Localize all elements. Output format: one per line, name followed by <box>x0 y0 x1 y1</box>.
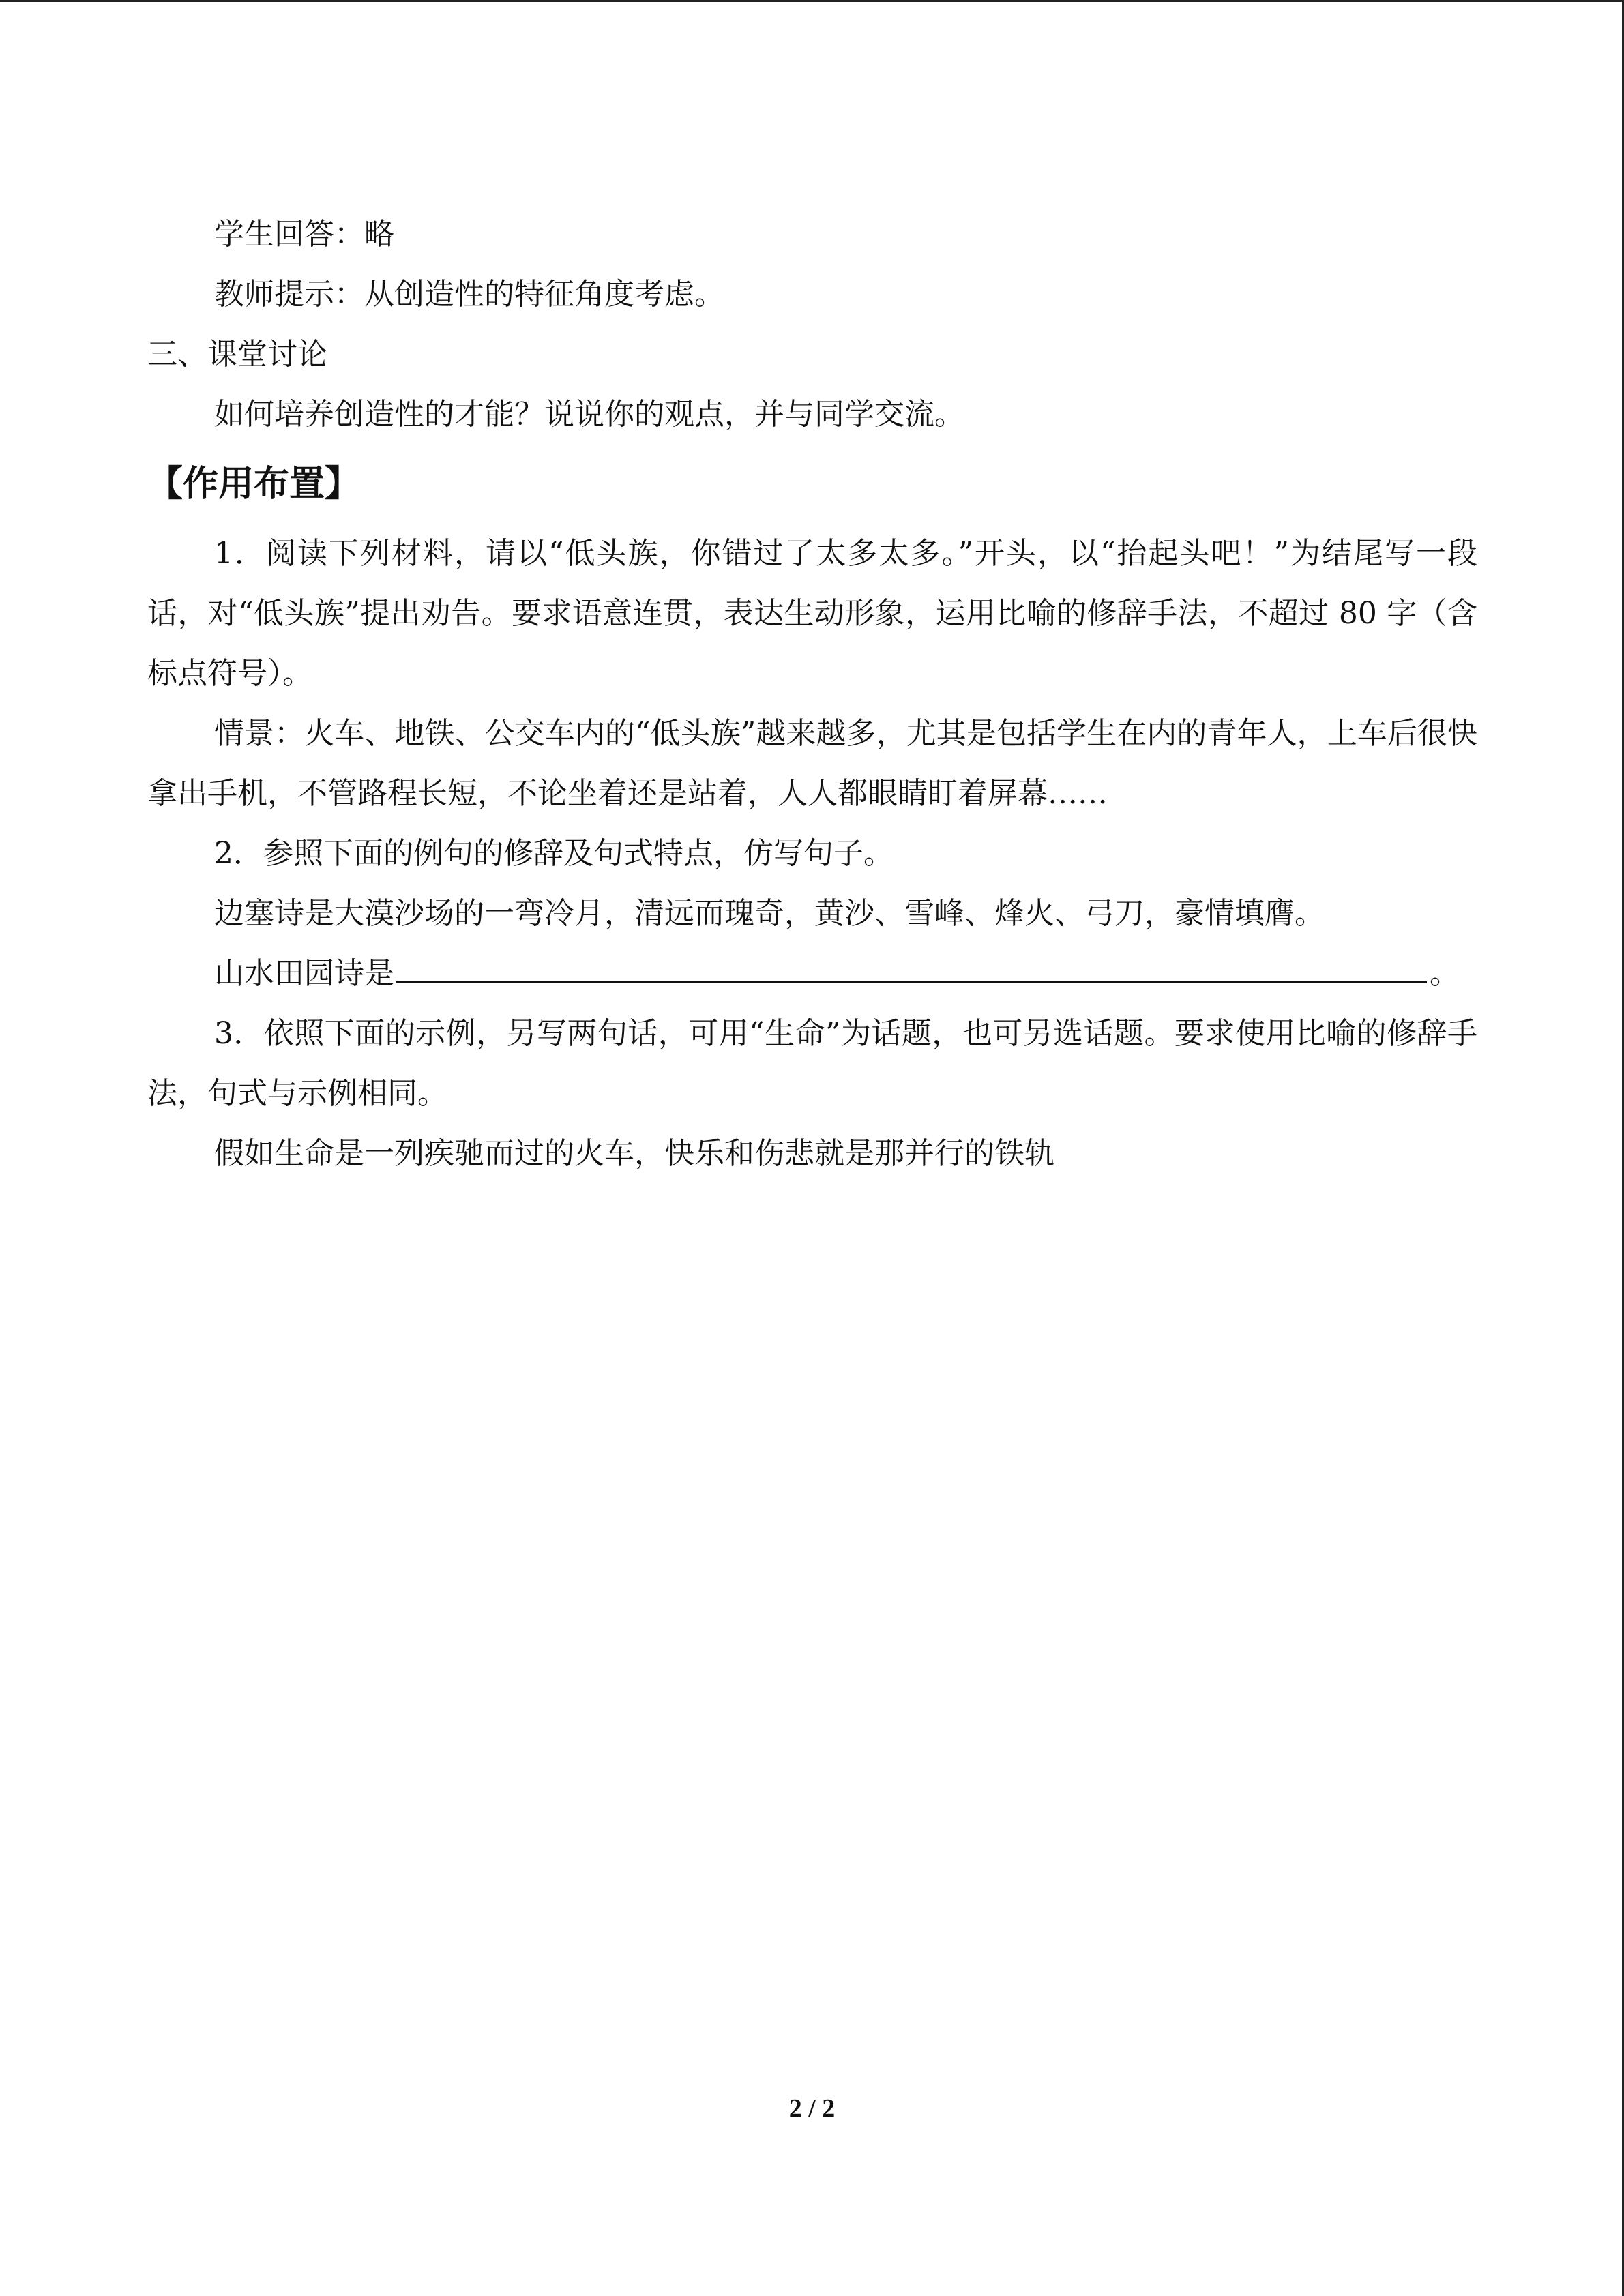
question-3: 3．依照下面的示例，另写两句话，可用“生命”为话题，也可另选话题。要求使用比喻的修辞手法，句式与示例相同。 <box>147 1016 1477 1111</box>
question-2-fill-row <box>147 944 1477 1004</box>
student-answer: 学生回答：略 <box>214 217 394 252</box>
answer-blank[interactable] <box>396 947 1427 983</box>
teacher-hint: 教师提示：从创造性的特征角度考虑。 <box>214 277 724 312</box>
page-border-top <box>0 0 1624 2</box>
question-1: 1．阅读下列材料，请以“低头族，你错过了太多太多。”开头，以“抬起头吧！”为结尾写一段话，对“低头族”提出劝告。要求语意连贯，表达生动形象，运用比喻的修辞手法，不超过 80 字（含标点符号）。 <box>147 536 1477 691</box>
question-3-example: 假如生命是一列疾驰而过的火车，快乐和伤悲就是那并行的铁轨 <box>214 1136 1054 1171</box>
discussion-question: 如何培养创造性的才能？说说你的观点，并与同学交流。 <box>214 397 964 432</box>
question-2-prompt: 山水田园诗是 <box>214 956 394 991</box>
page-number: 2 / 2 <box>788 2094 836 2123</box>
question-2-example: 边塞诗是大漠沙场的一弯冷月，清远而瑰奇，黄沙、雪峰、烽火、弓刀，豪情填膺。 <box>214 896 1325 931</box>
question-2: 2．参照下面的例句的修辞及句式特点，仿写句子。 <box>214 836 894 871</box>
section-heading-discussion: 三、课堂讨论 <box>147 337 327 372</box>
question-2-period: 。 <box>1430 956 1460 991</box>
question-1-scenario: 情景：火车、地铁、公交车内的“低头族”越来越多，尤其是包括学生在内的青年人，上车后很快拿出手机，不管路程长短，不论坐着还是站着，人人都眼睛盯着屏幕…… <box>147 716 1477 811</box>
document-body <box>147 205 1477 1184</box>
assignment-heading: 【作用布置】 <box>147 464 361 505</box>
